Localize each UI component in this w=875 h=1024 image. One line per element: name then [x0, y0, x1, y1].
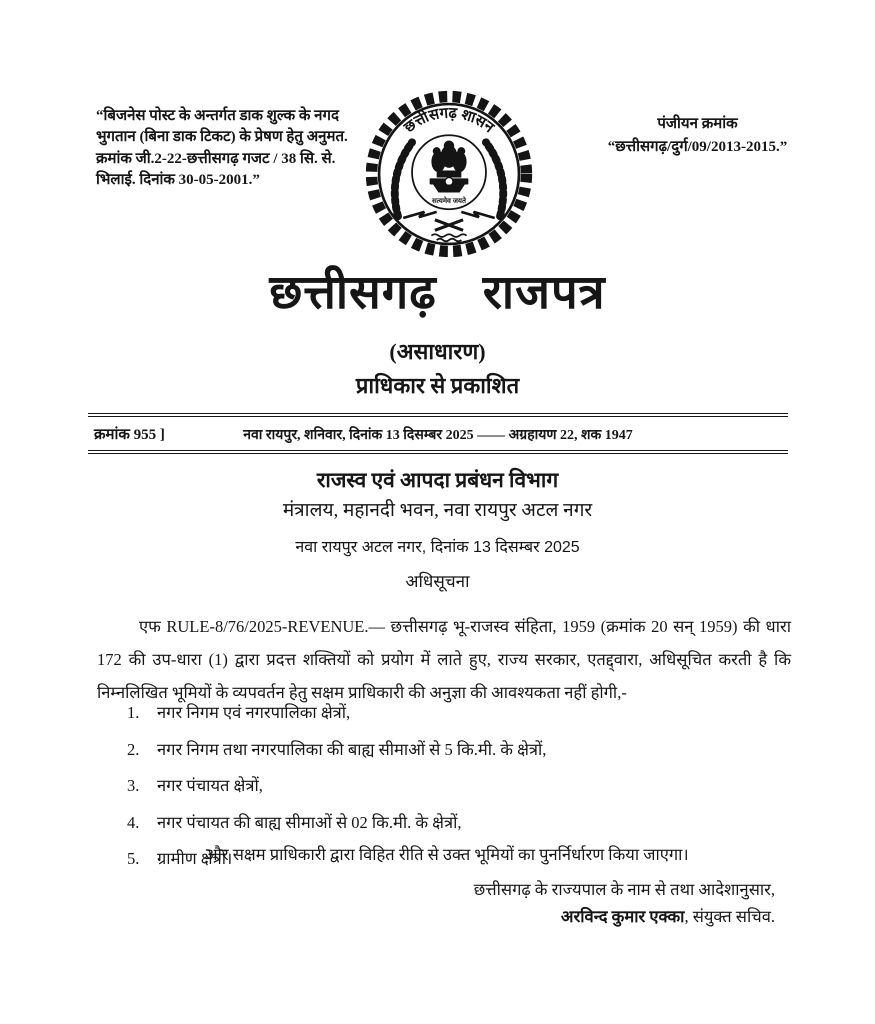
place-and-date: नवा रायपुर अटल नगर, दिनांक 13 दिसम्बर 2025: [295, 539, 580, 556]
gazette-title: [0, 258, 875, 322]
list-item: [127, 773, 747, 796]
issue-number: क्रमांक 955 ]: [94, 427, 165, 443]
registration-label: पंजीयन क्रमांक: [657, 116, 738, 132]
state-seal-icon: [361, 86, 537, 262]
gazette-title-word2: राजपत्र: [482, 267, 606, 319]
emblem-motto: सत्यमेव जयते: [431, 197, 467, 206]
postal-permission-note: “बिजनेस पोस्ट के अन्तर्गत डाक शुल्क के नगद भुगतान (बिना डाक टिकट) के प्रेषण हेतु अनुमत. क्रमांक जी.2-22-छत्तीसगढ़ गजट / 38 सि. से. भिलाई. दिनांक 30-05-2001.”: [96, 108, 348, 189]
list-item-text: नगर निगम एवं नगरपालिका क्षेत्रों,: [157, 703, 351, 722]
signatory-line: [355, 903, 775, 930]
published-by-authority: प्राधिकार से प्रकाशित: [355, 373, 520, 398]
signature-block: [355, 876, 775, 930]
gazette-title-word1: छत्तीसगढ़: [269, 267, 437, 319]
issue-date-line: नवा रायपुर, शनिवार, दिनांक 13 दिसम्बर 2025 —— अग्रहायण 22, शक 1947: [243, 428, 633, 443]
list-item: [127, 700, 747, 723]
list-item-number: 4.: [127, 812, 140, 832]
list-item-text: ग्रामीण क्षेत्रों।: [157, 849, 233, 868]
notification-heading: अधिसूचना: [405, 572, 470, 591]
department-address: मंत्रालय, महानदी भवन, नवा रायपुर अटल नगर: [282, 500, 593, 521]
signatory-designation: , संयुक्त सचिव.: [684, 907, 775, 926]
list-item-text: नगर निगम तथा नगरपालिका की बाह्य सीमाओं से 5 कि.मी. के क्षेत्रों,: [157, 739, 547, 759]
list-item-number: 1.: [127, 703, 140, 722]
gazette-subtitle: (असाधारण): [389, 339, 486, 364]
order-line: छत्तीसगढ़ के राज्यपाल के नाम से तथा आदेशानुसार,: [473, 880, 775, 899]
list-item-number: 3.: [127, 776, 140, 795]
registration-number: “छत्तीसगढ़/दुर्ग/09/2013-2015.”: [607, 138, 788, 155]
chhattisgarh-government-emblem: [361, 86, 537, 262]
emblem-top-text: छत्तीसगढ़ शासन: [401, 105, 497, 137]
closing-line: और सक्षम प्राधिकारी द्वारा विहित रीति से उक्त भूमियों का पुनर्निर्धारण किया जाएगा।: [205, 845, 689, 864]
list-item-number: 5.: [127, 849, 140, 868]
ashoka-lion-capital-icon: [430, 141, 469, 193]
notification-paragraph: एफ RULE-8/76/2025-REVENUE.— छत्तीसगढ़ भू-राजस्व संहिता, 1959 (क्रमांक 20 सन् 1959) की धारा 172 की उप-धारा (1) द्वारा प्रदत्त शक्तियों को प्रयोग में लाते हुए, राज्य सरकार, एतद्द्वारा, अधिसूचित करती है कि निम्नलिखित भूमियों के व्यपवर्तन हेतु सक्षम प्राधिकारी की अनुज्ञा की आवश्यकता नहीं होगी,-: [97, 617, 791, 702]
department-name: राजस्व एवं आपदा प्रबंधन विभाग: [316, 468, 559, 492]
list-item-number: 2.: [127, 739, 140, 759]
registration-block: [575, 113, 820, 158]
list-item: [127, 810, 747, 833]
list-item-text: नगर पंचायत की बाह्य सीमाओं से 02 कि.मी. के क्षेत्रों,: [157, 812, 462, 832]
list-item-text: नगर पंचायत क्षेत्रों,: [157, 776, 263, 795]
signatory-name: अरविन्द कुमार एक्का: [560, 907, 685, 926]
list-item: [127, 737, 747, 760]
issue-band: [88, 413, 788, 454]
